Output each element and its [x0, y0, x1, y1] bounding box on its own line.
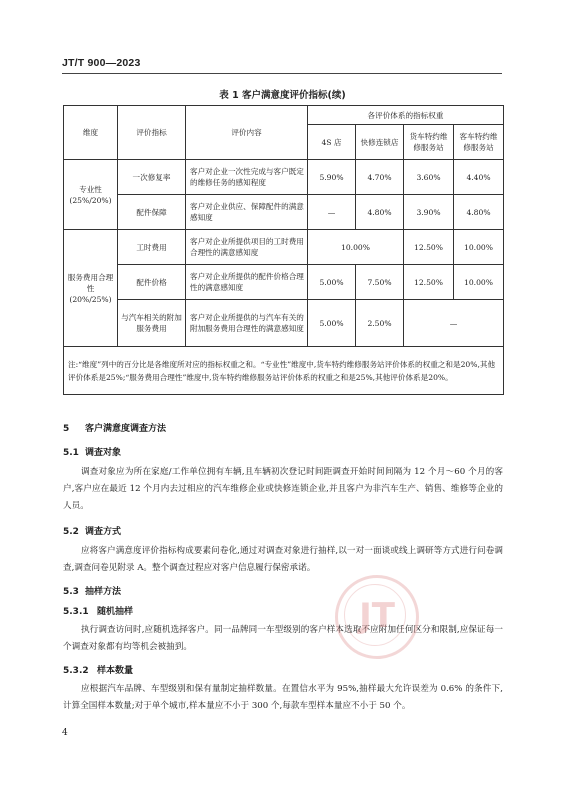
- document-code: JT/T 900—2023: [62, 57, 141, 69]
- table-note: 注:“维度”列中的百分比是各维度所对应的指标权重之和。“专业性”维度中,货车特约维修服务站评价体系的权重之和是20%,其他评价体系是25%;“服务费用合理性”维度中,货车特约维修服务站评价体系的权重之和是25%,其他评价体系是20%。: [64, 347, 504, 395]
- section-5-3-heading: 5.3 抽样方法: [63, 587, 122, 597]
- value-cell: 3.90%: [404, 195, 454, 230]
- content-cell: 客户对企业一次性完成与客户既定的维修任务的感知程度: [186, 160, 308, 195]
- content-cell: 客户对企业所提供的与汽车有关的附加服务费用合理性的满意感知度: [186, 300, 308, 347]
- value-cell: 5.00%: [308, 300, 356, 347]
- seal-text: JT: [359, 596, 395, 636]
- subheader-4s: 4S 店: [308, 125, 356, 160]
- header-dimension: 维度: [64, 106, 118, 160]
- section-5-2-heading: 5.2 调查方式: [63, 527, 122, 537]
- value-cell: 4.80%: [454, 195, 504, 230]
- indicator-cell: 工时费用: [118, 230, 186, 265]
- dimension-cell: 专业性(25%/20%): [64, 160, 118, 230]
- indicator-cell: 一次修复率: [118, 160, 186, 195]
- indicator-cell: 配件保障: [118, 195, 186, 230]
- header-content: 评价内容: [186, 106, 308, 160]
- dimension-cell: 服务费用合理性(20%/25%): [64, 230, 118, 347]
- section-5-heading: 5 客户满意度调查方法: [63, 424, 167, 434]
- subheader-bus-station: 客车特约维修服务站: [454, 125, 504, 160]
- value-cell: 3.60%: [404, 160, 454, 195]
- section-5-3-2-heading: 5.3.2 样本数量: [63, 666, 134, 676]
- table-title: 表 1 客户满意度评价指标(续): [219, 90, 346, 101]
- value-cell: 5.90%: [308, 160, 356, 195]
- value-cell: 12.50%: [404, 230, 454, 265]
- page-number: 4: [62, 728, 68, 738]
- table-row: [64, 265, 504, 300]
- subheader-quick-repair: 快修连锁店: [356, 125, 404, 160]
- table-row: [64, 195, 504, 230]
- subheader-truck-station: 货车特约维修服务站: [404, 125, 454, 160]
- header-indicator: 评价指标: [118, 106, 186, 160]
- value-cell-merged: —: [404, 300, 504, 347]
- section-5-1-heading: 5.1 调查对象: [63, 448, 122, 458]
- value-cell: 2.50%: [356, 300, 404, 347]
- section-5-3-2-text: 应根据汽车品牌、车型级别和保有量制定抽样数量。在置信水平为 95%,抽样最大允许误差为 0.6% 的条件下,计算全国样本数量;对于单个城市,样本量应不小于 300 个,每款车型样本量应不小于 50 个。: [63, 684, 503, 711]
- header-weights: 各评价体系的指标权重: [308, 106, 504, 125]
- header-rule: [62, 73, 502, 74]
- table-row: [64, 230, 504, 265]
- value-cell: 7.50%: [356, 265, 404, 300]
- value-cell: 10.00%: [454, 230, 504, 265]
- value-cell: 4.40%: [454, 160, 504, 195]
- value-cell: 5.00%: [308, 265, 356, 300]
- table-row: [64, 300, 504, 347]
- section-5-3-1-heading: 5.3.1 随机抽样: [63, 607, 134, 617]
- value-cell-merged: 10.00%: [308, 230, 404, 265]
- content-cell: 客户对企业所提供项目的工时费用合理性的满意感知度: [186, 230, 308, 265]
- value-cell: 12.50%: [404, 265, 454, 300]
- table-row: [64, 160, 504, 195]
- content-cell: 客户对企业所提供的配件价格合理性的满意感知度: [186, 265, 308, 300]
- value-cell: 4.80%: [356, 195, 404, 230]
- indicator-cell: 与汽车相关的附加服务费用: [118, 300, 186, 347]
- section-5-2-text: 应将客户满意度评价指标构成要素问卷化,通过对调查对象进行抽样,以一对一面谈或线上调研等方式进行问卷调查,调查问卷见附录 A。整个调查过程应对客户信息履行保密承诺。: [63, 546, 503, 573]
- watermark-seal: [335, 575, 419, 659]
- section-5-1-text: 调查对象应为所在家庭/工作单位拥有车辆,且车辆初次登记时间距调查开始时间间隔为 12 个月～60 个月的客户,客户应在最近 12 个月内去过相应的汽车维修企业或快修连锁企业,并且客户为非汽车生产、销售、维修等企业的人员。: [63, 467, 503, 511]
- value-cell: —: [308, 195, 356, 230]
- evaluation-table: [63, 105, 504, 395]
- value-cell: 10.00%: [454, 265, 504, 300]
- indicator-cell: 配件价格: [118, 265, 186, 300]
- value-cell: 4.70%: [356, 160, 404, 195]
- content-cell: 客户对企业供应、保障配件的满意感知度: [186, 195, 308, 230]
- section-5-3-1-text: 执行调查访问时,应随机选择客户。同一品牌同一车型级别的客户样本选取不应附加任何区分和限制,应保证每一个调查对象都有均等机会被抽到。: [63, 625, 503, 652]
